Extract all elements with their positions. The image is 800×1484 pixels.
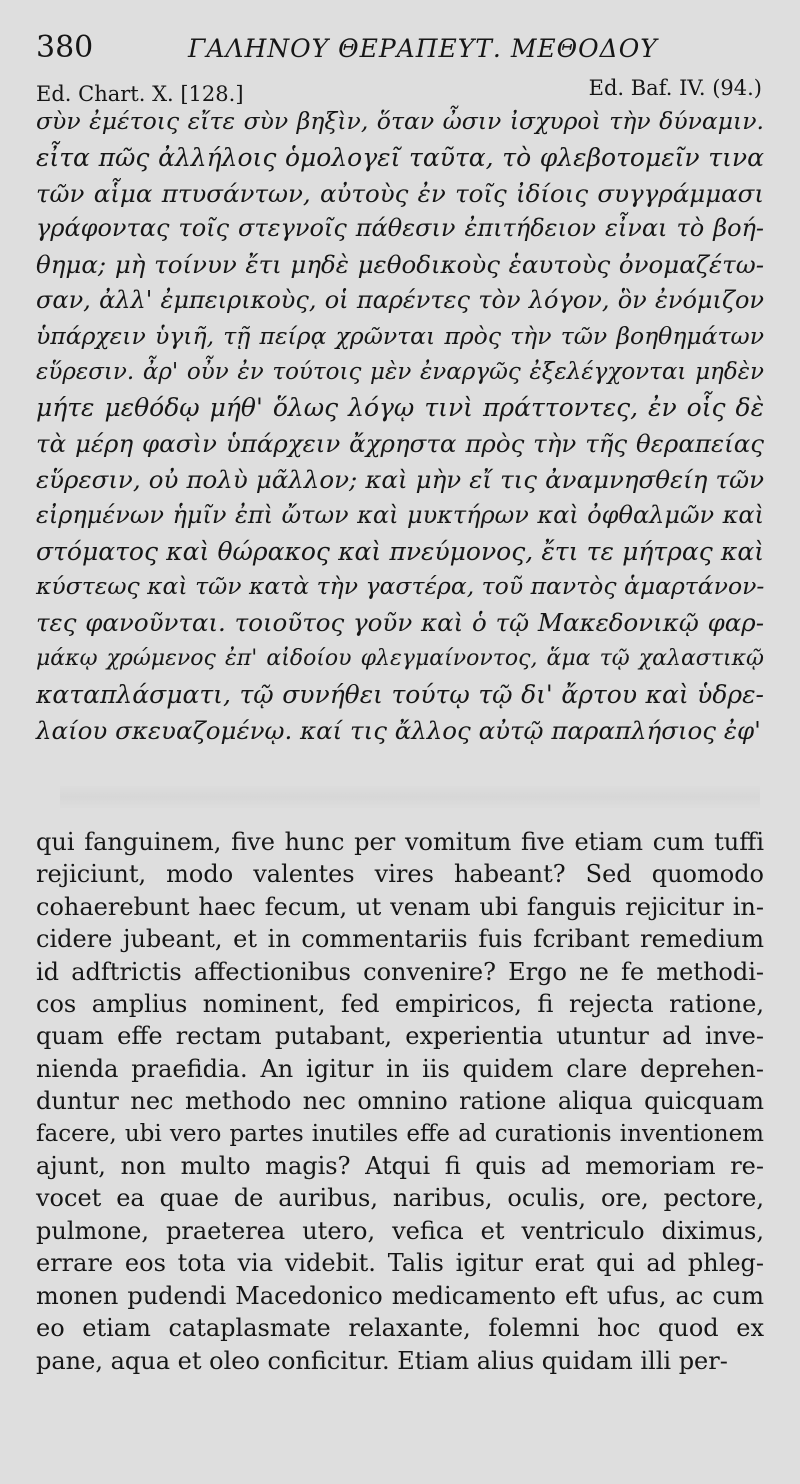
latin-line: cos amplius nominent, fed empiricos, fi rejecta ratione, <box>36 990 764 1019</box>
greek-line: εὕρεσιν. ἆρ' οὖν ἐν τούτοις μὲν ἐναργῶς ἐξελέγχονται μηδὲν <box>36 358 764 385</box>
running-title: ΓΑΛΗΝΟΥ ΘΕΡΑΠΕΥΤ. ΜΕΘΟΔΟΥ <box>188 34 658 63</box>
greek-line: τες φανοῦνται. τοιοῦτος γοῦν καὶ ὁ τῷ Μακεδονικῷ φαρ- <box>36 608 764 638</box>
latin-line: eo etiam cataplasmate relaxante, folemni hoc quod ex <box>36 1314 764 1343</box>
greek-line: καταπλάσματι, τῷ συνήθει τούτῳ τῷ δι' ἄρτου καὶ ὑδρε- <box>36 679 764 709</box>
greek-line: σὺν ἐμέτοις εἴτε σὺν βηξὶν, ὅταν ὦσιν ἰσχυροὶ τὴν δύναμιν. <box>36 107 764 135</box>
latin-line: monen pudendi Macedonico medicamento eft ufus, ac cum <box>36 1281 764 1310</box>
page-number: 380 <box>36 30 94 65</box>
latin-text-block <box>36 826 764 1377</box>
page-header <box>36 30 764 80</box>
greek-line: μάκῳ χρώμενος ἐπ' αἰδοίου φλεγμαίνοντος, ἅμα τῷ χαλαστικῷ <box>36 645 764 671</box>
greek-line: λαίου σκευαζομένῳ. καί τις ἄλλος αὐτῷ παραπλήσιος ἐφ' <box>36 715 761 745</box>
latin-line: pulmone, praeterea utero, vefica et ventriculo diximus, <box>36 1216 764 1245</box>
latin-line: ajunt, non multo magis? Atqui fi quis ad memoriam re- <box>36 1152 764 1181</box>
greek-line: ὑπάρχειν ὑγιῆ, τῇ πείρᾳ χρῶνται πρὸς τὴν τῶν βοηθημάτων <box>36 321 764 350</box>
edition-reference-left: Ed. Chart. X. [128.] <box>36 82 244 106</box>
greek-line: τῶν αἷμα πτυσάντων, αὐτοὺς ἐν τοῖς ἰδίοις συγγράμμασι <box>36 178 764 208</box>
latin-line: nienda praefidia. An igitur in iis quidem clare deprehen- <box>36 1054 764 1083</box>
latin-line: pane, aqua et oleo conficitur. Etiam alius quidam illi per- <box>36 1346 728 1375</box>
bleed-through-shadow <box>60 786 760 808</box>
edition-reference-right: Ed. Baf. IV. (94.) <box>588 76 762 100</box>
greek-line: στόματος καὶ θώρακος καὶ πνεύμονος, ἔτι τε μήτρας καὶ <box>36 536 764 566</box>
greek-line: εὕρεσιν, οὐ πολὺ μᾶλλον; καὶ μὴν εἴ τις ἀναμνησθείη τῶν <box>36 464 764 494</box>
greek-line: εἶτα πῶς ἀλλήλοις ὁμολογεῖ ταῦτα, τὸ φλεβοτομεῖν τινα <box>36 142 764 172</box>
latin-line: quam effe rectam putabant, experientia utuntur ad inve- <box>36 1022 764 1051</box>
latin-line: facere, ubi vero partes inutiles effe ad curationis inventionem <box>36 1120 764 1147</box>
greek-text-block <box>36 104 764 748</box>
latin-line: cohaerebunt haec fecum, ut venam ubi fanguis rejicitur in- <box>36 892 764 921</box>
greek-line: κύστεως καὶ τῶν κατὰ τὴν γαστέρα, τοῦ παντὸς ἁμαρτάνον- <box>36 572 765 601</box>
latin-line: cidere jubeant, et in commentariis fuis fcribant remedium <box>36 925 764 954</box>
greek-line: τὰ μέρη φασὶν ὑπάρχειν ἄχρηστα πρὸς τὴν τῆς θεραπείας <box>36 429 764 459</box>
greek-line: εἰρημένων ἡμῖν ἐπὶ ὤτων καὶ μυκτήρων καὶ ὀφθαλμῶν καὶ <box>36 500 764 529</box>
latin-line: vocet ea quae de auribus, naribus, oculis, ore, pectore, <box>36 1184 764 1213</box>
latin-line: errare eos tota via videbit. Talis igitur erat qui ad phleg- <box>36 1249 764 1278</box>
latin-line: duntur nec methodo nec omnino ratione aliqua quicquam <box>36 1087 764 1116</box>
greek-line: μήτε μεθόδῳ μήθ' ὅλως λόγῳ τινὶ πράττοντες, ἐν οἷς δὲ <box>36 393 764 423</box>
greek-line: σαν, ἀλλ' ἐμπειρικοὺς, οἱ παρέντες τὸν λόγον, ὃν ἐνόμιζον <box>36 285 764 314</box>
latin-line: qui fanguinem, five hunc per vomitum five etiam cum tuffi <box>36 828 764 856</box>
latin-line: id adftrictis affectionibus convenire? Ergo ne fe methodi- <box>36 957 764 986</box>
greek-line: θημα; μὴ τοίνυν ἔτι μηδὲ μεθοδικοὺς ἑαυτοὺς ὀνομαζέτω- <box>36 250 764 280</box>
latin-line: rejiciunt, modo valentes vires habeant? Sed quomodo <box>36 860 764 889</box>
greek-line: γράφοντας τοῖς στεγνοῖς πάθεσιν ἐπιτήδειον εἶναι τὸ βοή- <box>36 214 764 243</box>
